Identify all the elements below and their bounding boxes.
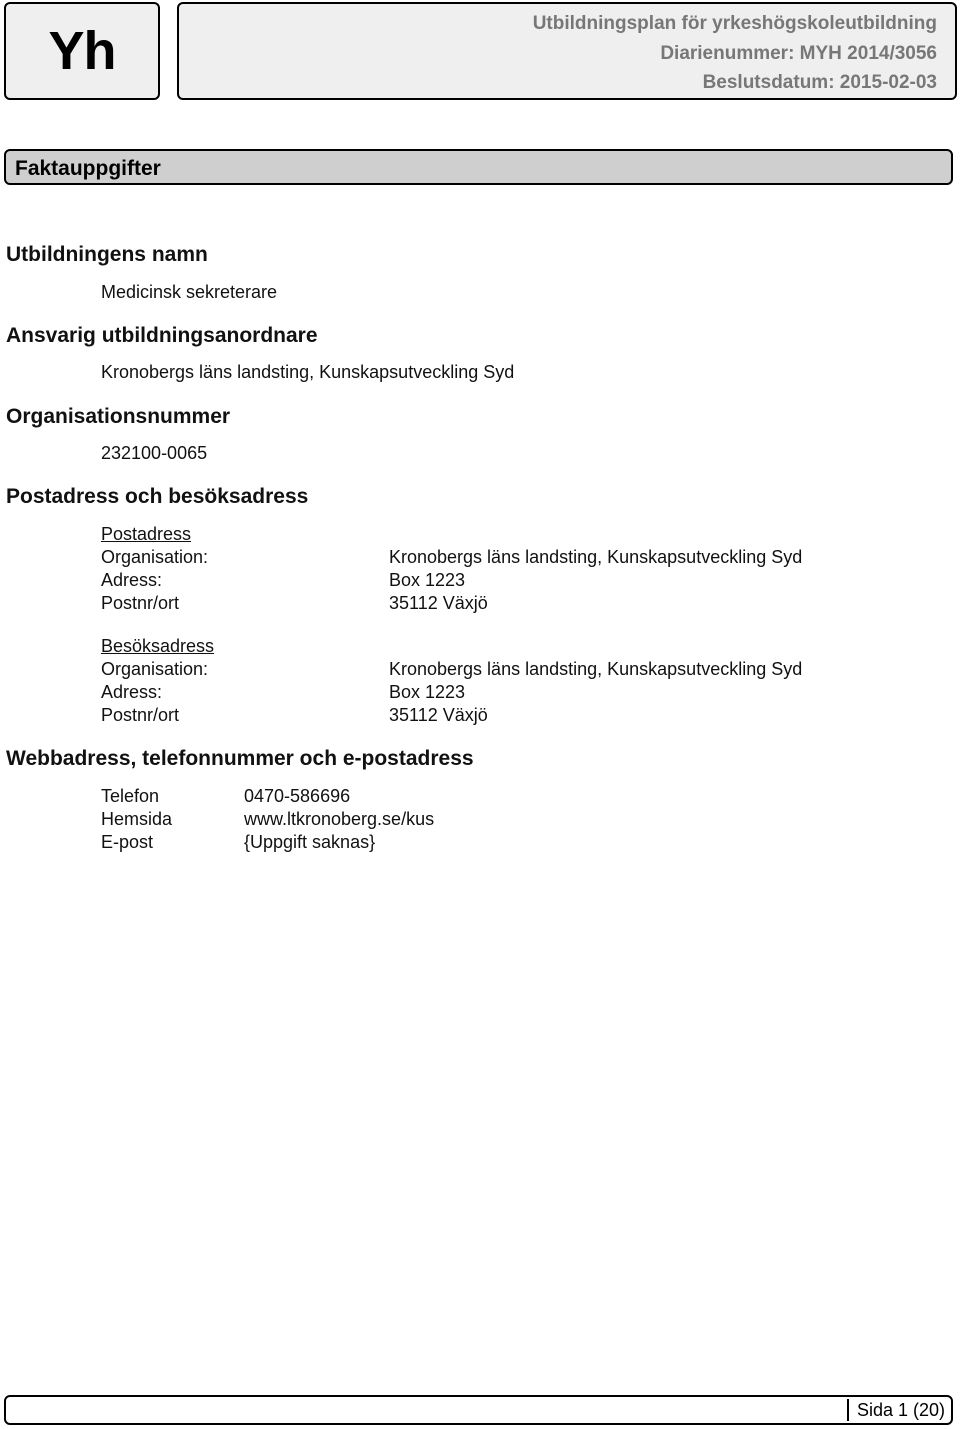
epost-label: E-post — [101, 832, 154, 852]
postadress-adress-value: Box 1223 — [389, 570, 466, 590]
diarienummer: Diarienummer: MYH 2014/3056 — [660, 43, 937, 64]
postadress-org-value: Kronobergs läns landsting, Kunskapsutveckling Syd — [389, 547, 803, 567]
besoksadress-org-label: Organisation: — [101, 659, 209, 679]
postadress-postnr-label: Postnr/ort — [101, 593, 180, 613]
besoksadress-org-value: Kronobergs läns landsting, Kunskapsutveckling Syd — [389, 659, 803, 679]
hemsida-value[interactable]: www.ltkronoberg.se/kus — [244, 809, 435, 829]
telefon-label: Telefon — [101, 786, 160, 806]
epost-value: {Uppgift saknas} — [244, 832, 376, 852]
postadress-adress-label: Adress: — [101, 570, 163, 590]
utbildningens-namn-heading: Utbildningens namn — [6, 243, 208, 266]
telefon-value: 0470-586696 — [244, 786, 351, 806]
kontakt-heading: Webbadress, telefonnummer och e-postadress — [6, 747, 474, 770]
besoksadress-adress-value: Box 1223 — [389, 682, 466, 702]
postadress-title: Postadress — [101, 524, 192, 544]
postadress-org-label: Organisation: — [101, 547, 209, 567]
document-header — [177, 2, 957, 100]
page-footer — [4, 1395, 953, 1425]
logo-text: Yh — [48, 21, 116, 81]
utbildningens-namn-value: Medicinsk sekreterare — [101, 282, 278, 302]
section-title: Faktauppgifter — [15, 157, 161, 180]
organisationsnummer-value: 232100-0065 — [101, 443, 208, 463]
adresser-heading: Postadress och besöksadress — [6, 485, 309, 508]
ansvarig-heading: Ansvarig utbildningsanordnare — [6, 324, 318, 347]
document-title: Utbildningsplan för yrkeshögskoleutbildning — [532, 13, 937, 34]
besoksadress-adress-label: Adress: — [101, 682, 163, 702]
page-number: Sida 1 (20) — [847, 1399, 945, 1421]
organisationsnummer-heading: Organisationsnummer — [6, 405, 231, 428]
besoksadress-title: Besöksadress — [101, 636, 215, 656]
besoksadress-postnr-value: 35112 Växjö — [389, 705, 488, 725]
postadress-postnr-value: 35112 Växjö — [389, 593, 488, 613]
yh-logo — [4, 2, 160, 100]
ansvarig-value: Kronobergs läns landsting, Kunskapsutveckling Syd — [101, 362, 515, 382]
hemsida-label: Hemsida — [101, 809, 173, 829]
beslutsdatum: Beslutsdatum: 2015-02-03 — [702, 72, 937, 93]
besoksadress-postnr-label: Postnr/ort — [101, 705, 180, 725]
section-header — [4, 149, 953, 185]
